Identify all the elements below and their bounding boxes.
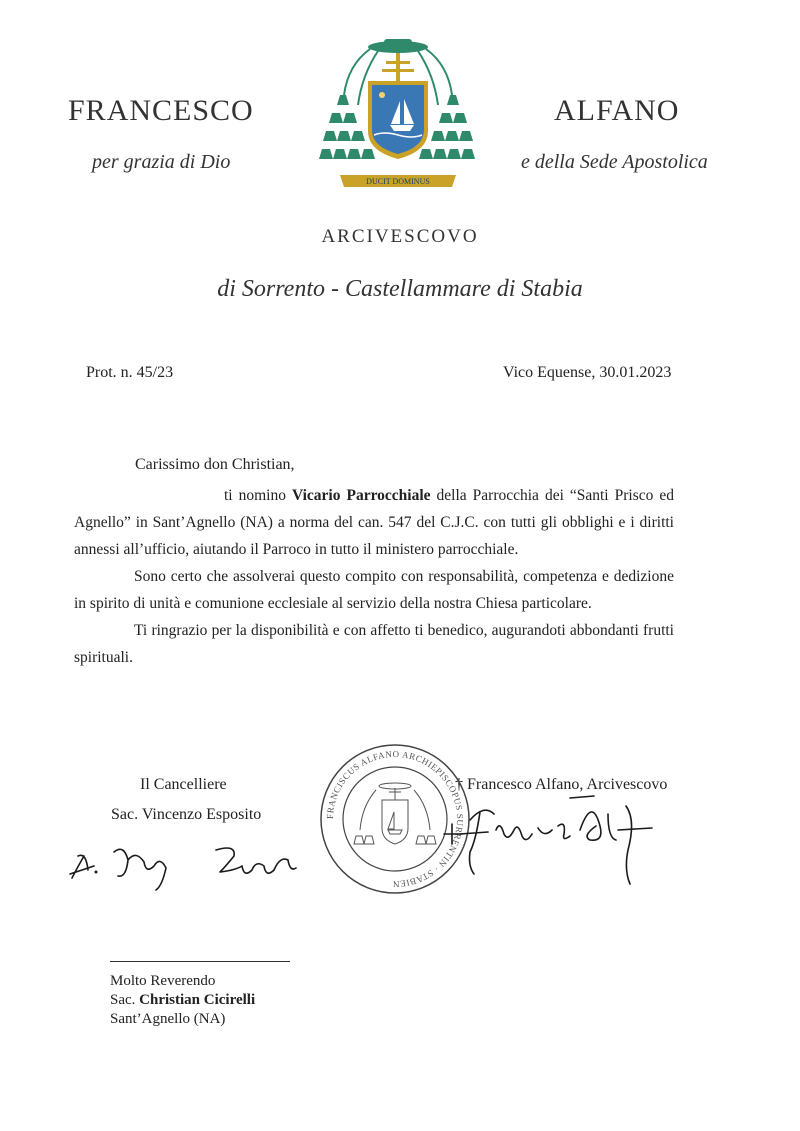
archbishop-signature-icon <box>440 790 680 890</box>
protocol-number: Prot. n. 45/23 <box>86 364 174 381</box>
chancellor-signature-icon <box>66 826 316 896</box>
recipient-title: Sac. <box>110 992 140 1008</box>
header-right-subtitle: e della Sede Apostolica <box>521 151 708 173</box>
recipient-name: Christian Cicirelli <box>139 992 256 1008</box>
chancellor-role: Il Cancelliere <box>140 776 227 793</box>
coat-of-arms-motto: DUCIT DOMINUS <box>366 177 430 186</box>
p1-before: ti nomino <box>224 487 292 504</box>
paragraph-2: Sono certo che assolverai questo compito con responsabilità, competenza e dedizione in spirito di unità e comunione ecclesiale al servizio della nostra Chiesa particolare. <box>74 568 674 612</box>
paragraph-1 <box>74 482 674 563</box>
recipient-block <box>110 972 255 1029</box>
recipient-divider <box>110 961 290 962</box>
header-left-subtitle: per grazia di Dio <box>92 151 231 173</box>
paragraph-3: Ti ringrazio per la disponibilità e con affetto ti benedico, augurandoti abbondanti frutti spirituali. <box>74 622 674 666</box>
recipient-line-1: Molto Reverendo <box>110 973 216 989</box>
header-last-name: ALFANO <box>554 94 680 127</box>
recipient-line-2 <box>110 991 255 1010</box>
p1-after: della Parrocchia dei “Santi Prisco ed Agnello” in Sant’Agnello (NA) a norma del can. 547 del C.J.C. con tutti gli obblighi e i diritti annessi all’ufficio, aiutando il Parroco in tutto il ministero parrocchiale. <box>74 487 674 558</box>
archbishop-name: † Francesco Alfano, Arcivescovo <box>455 776 668 793</box>
recipient-line-3: Sant’Agnello (NA) <box>110 1011 226 1027</box>
greeting: Carissimo don Christian, <box>135 456 295 473</box>
letter-body <box>74 482 674 671</box>
chancellor-name: Sac. Vincenzo Esposito <box>111 806 262 823</box>
header-first-name: FRANCESCO <box>68 94 254 127</box>
place-date: Vico Equense, 30.01.2023 <box>503 364 672 381</box>
p1-bold: Vicario Parrocchiale <box>291 487 431 504</box>
seal-text: FRANCISCUS ALFANO ARCHIEPISCOPUS SURRENTIN · STABIEN <box>324 748 466 890</box>
title-diocese: di Sorrento - Castellammare di Stabia <box>217 276 583 302</box>
title-arcivescovo: ARCIVESCOVO <box>321 226 479 247</box>
coat-of-arms-icon <box>318 35 478 195</box>
